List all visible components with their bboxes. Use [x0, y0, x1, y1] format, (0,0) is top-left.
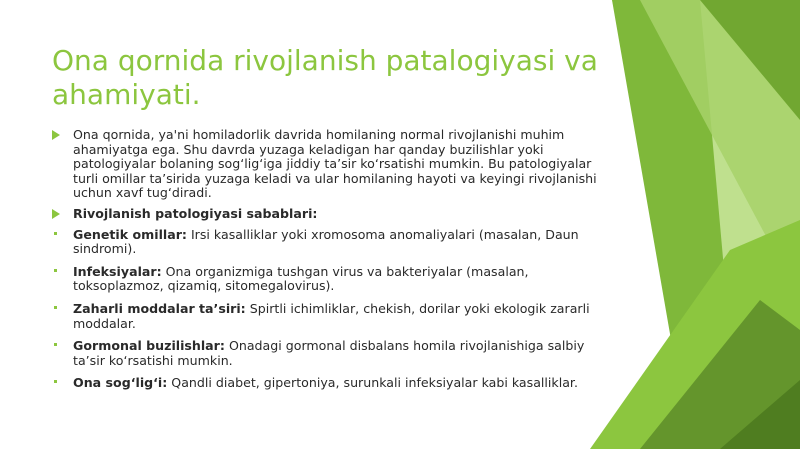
- dot-bullet-icon: [54, 343, 57, 346]
- intro-text: Ona qornida, ya'ni homiladorlik davrida homilaning normal rivojlanishi muhim ahamiyatga ega. Shu davrda yuzaga keladigan har qanday buzilishlar yoki patologiyalar bolaning sog‘lig‘iga jiddiy ta’sir ko‘rsatishi mumkin. Bu patologiyalar turli omillar ta’sirida yuzaga keladi va ular homilaning hayoti va keyingi rivojlanishi uchun xavf tug‘diradi.: [73, 127, 597, 201]
- arrow-bullet-icon: [52, 130, 60, 140]
- dot-bullet-icon: [54, 306, 57, 309]
- cause-item-infections: [52, 265, 612, 294]
- dot-bullet-icon: [54, 380, 57, 383]
- arrow-bullet-icon: [52, 209, 60, 219]
- cause-label: Infeksiyalar:: [73, 263, 162, 279]
- cause-text: Onadagi gormonal disbalans homila rivojlanishiga salbiy ta’sir ko‘rsatishi mumkin.: [73, 338, 585, 368]
- cause-label: Ona sog‘lig‘i:: [73, 375, 168, 391]
- causes-heading-item: [52, 207, 612, 222]
- cause-text: Spirtli ichimliklar, chekish, dorilar yoki ekologik zararli moddalar.: [73, 300, 590, 331]
- page-title: Ona qornida rivojlanish patalogiyasi va ahamiyati.: [52, 44, 598, 111]
- causes-heading: Rivojlanish patologiyasi sabablari:: [73, 205, 318, 221]
- cause-text: Ona organizmiga tushgan virus va bakteriyalar (masalan, toksoplazmoz, qizamiq, sitomegalovirus).: [73, 263, 529, 294]
- cause-label: Gormonal buzilishlar:: [73, 338, 225, 354]
- cause-item-toxins: [52, 302, 612, 331]
- cause-text: Irsi kasalliklar yoki xromosoma anomaliyalari (masalan, Daun sindromi).: [73, 226, 579, 257]
- dot-bullet-icon: [54, 232, 57, 235]
- cause-item-genetic: [52, 228, 612, 257]
- cause-item-hormonal: [52, 339, 612, 368]
- slide-content: [52, 128, 612, 399]
- cause-label: Zaharli moddalar ta’siri:: [73, 300, 246, 316]
- dot-bullet-icon: [54, 269, 57, 272]
- cause-text: Qandli diabet, gipertoniya, surunkali infeksiyalar kabi kasalliklar.: [167, 375, 578, 391]
- cause-item-mother-health: [52, 376, 612, 391]
- cause-label: Genetik omillar:: [73, 226, 187, 242]
- intro-paragraph: [52, 128, 612, 201]
